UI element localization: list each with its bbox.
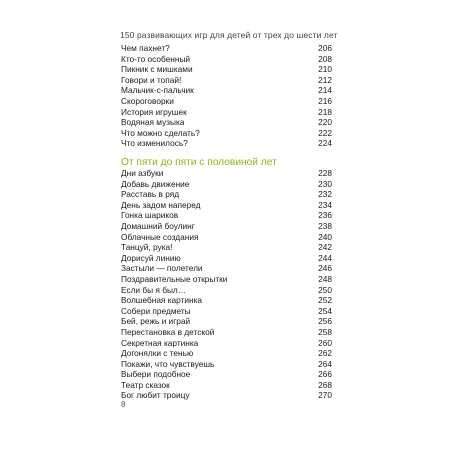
toc-entry-page: 252 [318, 295, 332, 306]
toc-entry [121, 96, 332, 107]
toc-entry-title: Чем пахнет? [121, 43, 170, 53]
toc-entry-page: 250 [318, 284, 332, 295]
toc-entry [121, 138, 332, 149]
toc-entry-title: Что можно сделать? [121, 127, 200, 138]
toc-entry-title: Что изменилось? [121, 138, 188, 149]
toc-entry [121, 179, 332, 190]
toc-entry-title: Бей, режь и играй [121, 316, 191, 327]
toc-entry-title: Покажи, что чувствуешь [121, 358, 215, 369]
toc-entry-page: 206 [318, 43, 332, 53]
toc-entry-page: 234 [318, 199, 332, 210]
toc-entry-page: 256 [318, 316, 332, 327]
toc-entry [121, 263, 332, 274]
toc-entry-page: 208 [318, 53, 332, 64]
toc-entry-page: 224 [318, 138, 332, 149]
toc-entry-title: Мальчик-с-пальчик [121, 85, 194, 96]
toc-entry [121, 200, 332, 211]
toc-entry-title: Выбери подобное [121, 369, 191, 380]
toc-entry-title: Поздравительные открытки [121, 273, 228, 284]
toc-entry-page: 222 [318, 127, 332, 138]
toc-entry-page: 266 [318, 369, 332, 380]
toc-entry-page: 258 [318, 326, 332, 337]
toc-entry [121, 54, 332, 65]
toc-list-part-1 [121, 43, 332, 149]
toc-entry-page: 236 [318, 210, 332, 221]
toc-entry [121, 107, 332, 118]
running-header: 150 развивающих игр для детей от трех до шести лет [120, 30, 338, 40]
toc-entry-page: 244 [318, 252, 332, 263]
toc-entry [121, 327, 332, 338]
toc-entry-title: Волшебная картинка [121, 295, 203, 306]
toc-entry-title: Секретная картинка [121, 337, 199, 348]
toc-entry-title: Бог любит троицу [121, 390, 190, 401]
toc-entry [121, 295, 332, 306]
toc-entry-title: Если бы я был… [121, 284, 187, 295]
toc-entry-title: Застыли — полетели [121, 263, 203, 274]
toc-entry-page: 260 [318, 337, 332, 348]
toc-entry-title: Дни азбуки [121, 168, 164, 178]
toc-entry [121, 380, 332, 391]
toc-entry-page: 268 [318, 379, 332, 390]
toc-entry [121, 85, 332, 96]
toc-entry [121, 75, 332, 86]
toc-entry-title: Перестановка в детской [121, 326, 215, 337]
toc-entry-title: Домашний боулинг [121, 220, 195, 231]
toc-entry [121, 210, 332, 221]
toc-entry-title: Театр сказок [121, 379, 170, 390]
toc-entry-page: 254 [318, 305, 332, 316]
toc-entry-title: Догонялки с тенью [121, 348, 194, 359]
toc-entry-page: 242 [318, 242, 332, 253]
toc-entry-page: 232 [318, 189, 332, 200]
toc-entry-title: Говори и топай! [121, 74, 182, 85]
toc-entry [121, 274, 332, 285]
toc-entry-title: Облачные создания [121, 231, 199, 242]
toc-entry-page: 228 [318, 168, 332, 178]
toc-entry-page: 212 [318, 74, 332, 85]
toc-entry [121, 221, 332, 232]
toc-entry-title: Кто-то особенный [121, 53, 191, 64]
toc-entry-page: 264 [318, 358, 332, 369]
toc-entry [121, 253, 332, 264]
toc-entry-title: История игрушек [121, 106, 187, 117]
toc-entry [121, 285, 332, 296]
toc-entry [121, 189, 332, 200]
toc-entry-page: 220 [318, 117, 332, 128]
toc-entry-title: Собери предметы [121, 305, 191, 316]
toc-entry-title: Гонка шариков [121, 210, 179, 221]
toc-entry [121, 316, 332, 327]
toc-entry-page: 240 [318, 231, 332, 242]
toc-entry [121, 64, 332, 75]
toc-entry [121, 390, 332, 401]
toc-entry [121, 369, 332, 380]
toc-entry-page: 214 [318, 85, 332, 96]
toc-entry [121, 338, 332, 349]
toc-entry-title: Танцуй, рука! [121, 242, 173, 253]
toc-list-part-2 [121, 168, 332, 401]
toc-entry-page: 210 [318, 64, 332, 75]
toc-entry [121, 232, 332, 243]
toc-entry-page: 270 [318, 390, 332, 401]
toc-entry-page: 230 [318, 178, 332, 189]
page-number: 8 [121, 400, 126, 409]
toc-entry [121, 348, 332, 359]
toc-entry [121, 359, 332, 370]
toc-entry [121, 242, 332, 253]
toc-entry-page: 248 [318, 273, 332, 284]
toc-entry-title: Водяная музыка [121, 117, 185, 128]
toc-entry-page: 218 [318, 106, 332, 117]
toc-entry [121, 306, 332, 317]
toc-entry-title: Добавь движение [121, 178, 190, 189]
section-heading: От пяти до пяти с половиной лет [121, 157, 277, 168]
toc-entry-page: 238 [318, 220, 332, 231]
toc-entry-title: Расставь в ряд [121, 189, 180, 200]
toc-entry-page: 216 [318, 95, 332, 106]
toc-entry [121, 168, 332, 179]
toc-entry-title: Дорисуй линию [121, 252, 181, 263]
toc-entry-page: 262 [318, 348, 332, 359]
toc-entry-title: День задом наперед [121, 199, 201, 210]
toc-entry [121, 43, 332, 54]
toc-entry [121, 117, 332, 128]
toc-entry-page: 246 [318, 263, 332, 274]
toc-entry-title: Пикник с мишками [121, 64, 193, 75]
toc-entry-title: Скороговорки [121, 95, 174, 106]
toc-entry [121, 128, 332, 139]
